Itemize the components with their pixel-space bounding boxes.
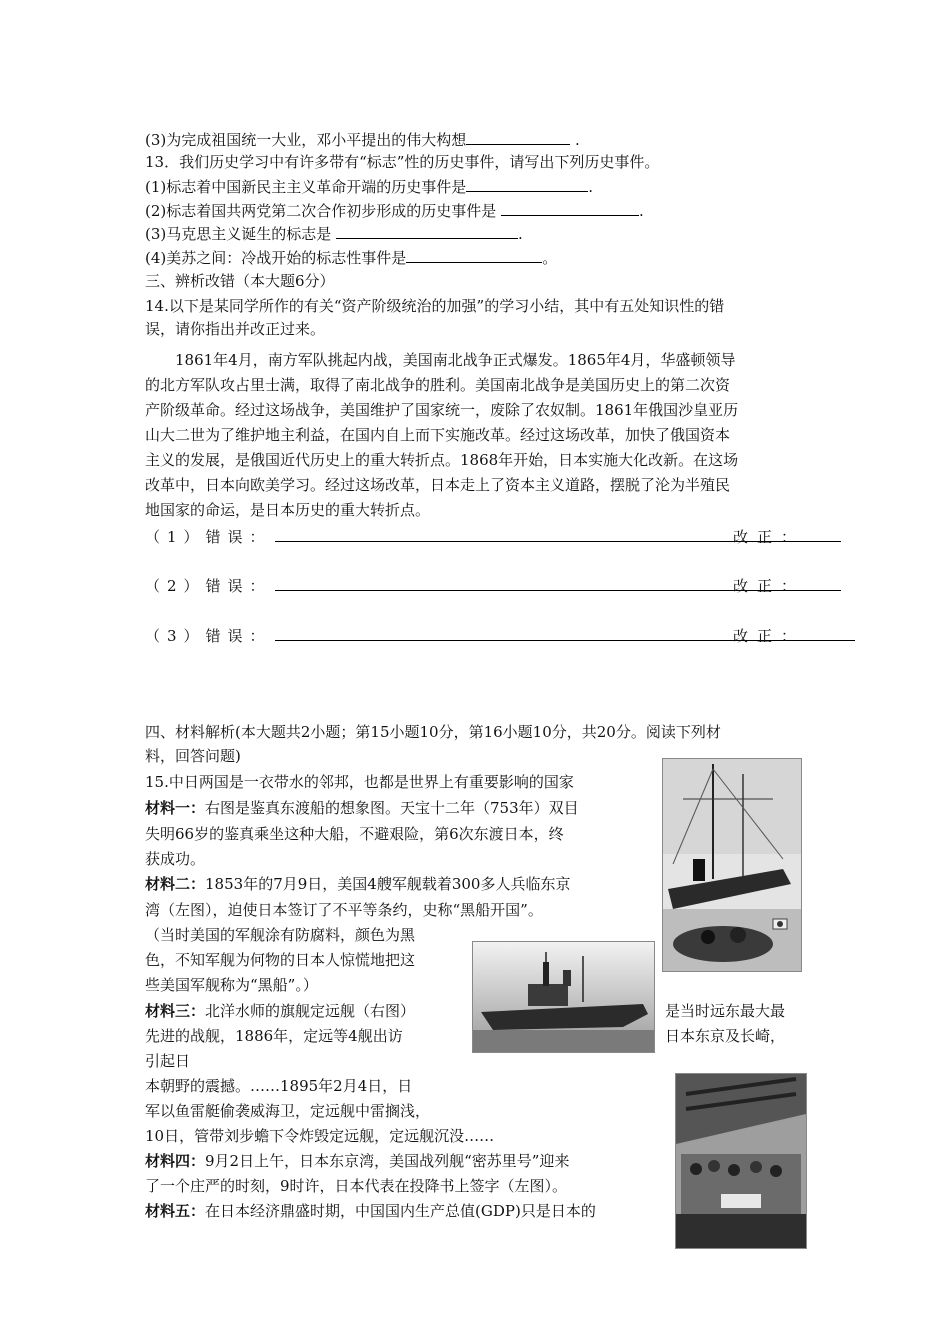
answer-blank[interactable] [466,175,588,192]
error-label: （2）错误： [145,577,272,595]
error-row-1 [145,526,805,548]
q13-3-text: (3)马克思主义诞生的标志是 [145,225,337,243]
q14-title-1: 14.以下是某同学所作的有关“资产阶级统治的加强”的学习小结，其中有五处知识性的错 [145,297,725,315]
fix-label: 改正： [732,627,805,645]
material-1-line [145,797,579,819]
material-3-line-right: 是当时远东最大最 [665,1002,786,1020]
q13-2-end: . [639,202,644,220]
fix-label: 改正： [732,577,805,595]
material-2-line [145,873,570,895]
section-4-heading: 四、材料解析(本大题共2小题；第15小题10分，第16小题10分，共20分。阅读下列材 [145,723,721,741]
q12-3-end: . [570,131,580,149]
error-label: （3）错误： [145,627,272,645]
q13-item-1 [145,175,593,197]
answer-blank[interactable] [406,246,542,263]
error-row-2 [145,575,805,597]
q13-title: 13．我们历史学习中有许多带有“标志”性的历史事件，请写出下列历史事件。 [145,153,660,171]
answer-blank[interactable] [336,222,518,239]
material-1-line: 失明66岁的鉴真乘坐这种大船，不避艰险，第6次东渡日本，终 [145,825,564,843]
q12-item-3 [145,128,580,150]
material-text: 1853年的7月9日，美国4艘军舰载着300多人兵临东京 [205,875,571,893]
q14-passage-line: 地国家的命运，是日本历史的重大转折点。 [145,501,431,519]
material-text: 右图是鉴真东渡船的想象图。天宝十二年（753年）双目 [205,799,579,817]
q14-title-2: 误，请你指出并改正过来。 [145,320,326,338]
answer-blank[interactable] [501,199,639,216]
material-3-line-right: 日本东京及长崎， [665,1027,786,1045]
surrender-ceremony-image [675,1073,807,1249]
material-2-line: 色，不知军舰为何物的日本人惊慌地把这 [145,951,416,969]
material-3-line: 10日，管带刘步蟾下令炸毁定远舰，定远舰沉没…… [145,1127,495,1145]
section-4-heading-cont: 料，回答问题) [145,747,241,765]
error-label: （1）错误： [145,528,272,546]
battleship-image [472,941,655,1053]
q13-2-text: (2)标志着国共两党第二次合作初步形成的历史事件是 [145,202,502,220]
q13-1-end: . [588,178,594,196]
material-label: 材料三： [145,1002,206,1020]
material-3-line: 引起日 [145,1052,191,1070]
material-label: 材料五： [145,1202,206,1220]
material-text: 在日本经济鼎盛时期，中国国内生产总值(GDP)只是日本的 [205,1202,596,1220]
q13-item-2 [145,199,644,221]
material-5-line [145,1200,596,1222]
material-text: 北洋水师的旗舰定远舰（右图） [205,1002,416,1020]
material-4-line: 了一个庄严的时刻，9时许，日本代表在投降书上签字（左图）。 [145,1177,568,1195]
material-3-line [145,1000,415,1022]
answer-blank[interactable] [466,128,570,145]
q14-passage-line: 主义的发展，是俄国近代历史上的重大转折点。1868年开始，日本实施大化改新。在这场 [145,451,739,469]
material-2-line: 湾（左图），迫使日本签订了不平等条约，史称“黑船开国”。 [145,901,543,919]
material-text: 9月2日上午，日本东京湾，美国战列舰“密苏里号”迎来 [205,1152,570,1170]
q15-title: 15.中日两国是一衣带水的邻邦，也都是世界上有重要影响的国家 [145,773,574,791]
q14-passage-line: 1861年4月，南方军队挑起内战，美国南北战争正式爆发。1865年4月，华盛顿领导 [175,351,736,369]
q14-passage-line: 改革中，日本向欧美学习。经过这场改革，日本走上了资本主义道路，摆脱了沦为半殖民 [145,476,731,494]
q13-1-text: (1)标志着中国新民主主义革命开端的历史事件是 [145,178,467,196]
material-label: 材料二： [145,875,206,893]
material-3-line: 先进的战舰，1886年，定远等4舰出访 [145,1027,403,1045]
material-1-line: 获成功。 [145,850,206,868]
ship-illustration-image [662,758,802,972]
fix-label: 改正： [732,528,805,546]
material-2-line: （当时美国的军舰涂有防腐料，颜色为黑 [145,926,416,944]
material-4-line [145,1150,569,1172]
q13-3-end: . [518,225,523,243]
material-label: 材料四： [145,1152,206,1170]
q13-item-4 [145,246,557,268]
q14-passage-line: 山大二世为了维护地主利益，在国内自上而下实施改革。经过这场改革，加快了俄国资本 [145,426,731,444]
q14-passage-line: 的北方军队攻占里士满，取得了南北战争的胜利。美国南北战争是美国历史上的第二次资 [145,376,731,394]
error-row-3 [145,625,805,647]
q12-3-text: (3)为完成祖国统一大业，邓小平提出的伟大构想 [145,131,467,149]
material-label: 材料一： [145,799,206,817]
q14-passage-line: 产阶级革命。经过这场战争，美国维护了国家统一，废除了农奴制。1861年俄国沙皇亚历 [145,401,739,419]
q13-4-text: (4)美苏之间：冷战开始的标志性事件是 [145,249,407,267]
q13-4-end: 。 [542,249,558,267]
section-3-heading: 三、辨析改错（本大题6分） [145,272,335,290]
material-2-line: 些美国军舰称为“黑船”。） [145,976,318,994]
material-3-line: 军以鱼雷艇偷袭威海卫，定远舰中雷搁浅， [145,1102,431,1120]
material-3-line: 本朝野的震撼。……1895年2月4日，日 [145,1077,413,1095]
q13-item-3 [145,222,523,244]
